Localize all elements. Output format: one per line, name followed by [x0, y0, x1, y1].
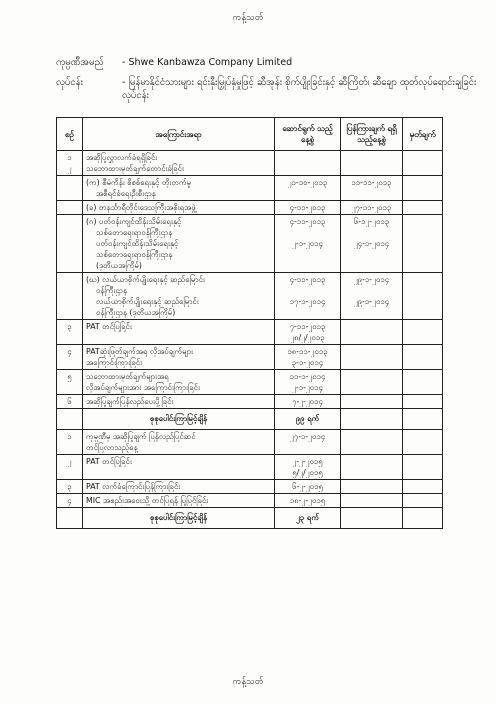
- row-submitted-date-line: ၄-၁၁-၂၀၁၃: [289, 217, 326, 226]
- row-number: [57, 395, 83, 409]
- table-row: [57, 345, 443, 370]
- row-replied-date: [341, 151, 403, 176]
- row-description-line: လယ်ယာစိုက်ပျိုးရေးနှင့် ဆည်မြောင်း: [96, 297, 199, 306]
- row-description-line: (ခ) တနင်္သာရီတိုင်းဒေသကြီးအစိုးရအဖွဲ့: [86, 203, 196, 212]
- row-remark: [403, 201, 443, 215]
- row-submitted-date-line: ၂-၁-၂၀၁၄: [292, 239, 323, 248]
- row-number-line: [60, 274, 79, 285]
- row-remark: [403, 480, 443, 494]
- row-description-line: ပတ်ဝန်းကျင်ထိန်းသိမ်းရေးနှင့်: [96, 239, 179, 248]
- row-description-line: အကြောင်းကြားခြင်း: [86, 358, 143, 367]
- row-submitted-date-line: [278, 227, 337, 238]
- row-description-line: PAT တင်ပြခြင်း: [86, 322, 132, 331]
- table-row: [57, 370, 443, 395]
- row-replied-date-line: ၂၉-၁-၂၀၁၄: [353, 275, 390, 284]
- table-row: [57, 201, 443, 215]
- total-label: စုစုပေါင်းကြာမြင့်ချိန်: [83, 508, 275, 529]
- row-description-line: (က) စီမံကိန်း စိစစ်ရေးနှင့် တိုးတက်မှု: [86, 178, 192, 187]
- row-submitted-date-line: ၁၁-၁-၂၀၁၄: [289, 372, 326, 381]
- header-description: အကြောင်းအရာ: [83, 118, 275, 151]
- business-label: လုပ်ငန်း: [56, 77, 83, 88]
- row-description-line: PAT လက်ခံကြောင်းပြန်ကြားခြင်း: [86, 482, 181, 491]
- row-submitted-date-line: ၂-၂-၂၀၁၅: [292, 457, 323, 466]
- row-submitted-date: [275, 455, 341, 480]
- table-row: [57, 480, 443, 494]
- investment-timeline-table: [56, 117, 443, 529]
- row-submitted-date: [275, 215, 341, 273]
- row-number-line: ၅: [67, 372, 72, 381]
- row-replied-date-line: ၁၁-၁၁-၂၀၁၃: [351, 178, 392, 187]
- row-replied-date: [341, 176, 403, 201]
- row-replied-date: [341, 494, 403, 508]
- row-description: [83, 370, 275, 395]
- row-number: [57, 151, 83, 176]
- row-description-line: လိုအပ်ချက်များအား အကြောင်းကြားခြင်း: [86, 383, 200, 392]
- row-replied-date-line: [344, 481, 399, 492]
- row-submitted-date: [275, 176, 341, 201]
- row-number: [57, 345, 83, 370]
- row-description-line: (ဒုတိယအကြိမ်): [96, 261, 142, 270]
- row-description-line: အဆိုပြုချက်ပြန်လည်ပေးပို့ခြင်း: [86, 397, 174, 406]
- row-description-line: သစ်တောရေးရာဝန်ကြီးဌာန: [96, 250, 173, 259]
- row-replied-date-line: ၂၄-၁-၂၀၁၄: [353, 239, 390, 248]
- row-remark: [403, 215, 443, 273]
- row-number: [57, 494, 83, 508]
- row-replied-date: [341, 273, 403, 320]
- row-number-line: ၆: [67, 397, 72, 406]
- row-replied-date: [341, 455, 403, 480]
- row-submitted-date-line: ၁၇-၁-၂၀၁၄: [289, 297, 326, 306]
- row-remark: [403, 320, 443, 345]
- classification-marking-top: ကန့်သတ်: [232, 13, 264, 23]
- row-number-line: ၂: [67, 164, 72, 173]
- row-submitted-date-line: ၄-၁၁-၂၀၁၃: [289, 275, 326, 284]
- row-submitted-date: [275, 345, 341, 370]
- row-number-line: ၃: [67, 322, 72, 331]
- row-description-line: တင်ပြလာသည့်နေ့: [86, 443, 138, 452]
- row-replied-date: [341, 320, 403, 345]
- row-submitted-date: [275, 494, 341, 508]
- classification-marking-bottom: ကန့်သတ်: [232, 677, 264, 687]
- row-replied-date-line: [344, 285, 399, 296]
- row-description-line: (ဃ) လယ်ယာစိုက်ပျိုးရေးနှင့် ဆည်မြောင်း: [86, 275, 205, 284]
- row-replied-date-line: [344, 152, 399, 163]
- row-remark: [403, 395, 443, 409]
- row-description: [83, 320, 275, 345]
- row-replied-date: [341, 480, 403, 494]
- row-number-line: ၂: [67, 457, 72, 466]
- row-submitted-date: [275, 430, 341, 455]
- row-submitted-date-line: ၇-၂-၂၀၁၄: [292, 397, 323, 406]
- row-remark: [403, 176, 443, 201]
- row-submitted-date-line: ၄-၁၁-၂၀၁၃: [289, 203, 326, 212]
- table-row: [57, 215, 443, 273]
- row-remark: [403, 345, 443, 370]
- row-remark: [403, 370, 443, 395]
- row-number: [57, 320, 83, 345]
- row-number-line: ၄: [67, 347, 72, 356]
- row-replied-date-line: ၂၇-၁၁-၂၀၁၃: [351, 203, 392, 212]
- row-submitted-date-line: ၅/၂/၂၀၁၅: [292, 468, 323, 477]
- row-description: [83, 455, 275, 480]
- row-replied-date: [341, 345, 403, 370]
- company-label: ကုမ္ပဏီအမည်: [56, 57, 104, 68]
- row-replied-date: [341, 430, 403, 455]
- row-description: [83, 345, 275, 370]
- row-description-line: ဝန်ကြီးဌာန: [96, 286, 127, 295]
- row-number-line: [60, 202, 79, 213]
- company-name: - Shwe Kanbawza Company Limited: [122, 57, 293, 68]
- row-number: [57, 480, 83, 494]
- row-replied-date-line: [344, 396, 399, 407]
- row-remark: [403, 494, 443, 508]
- row-submitted-date-line: ၂၇-၁-၂၀၁၄: [289, 432, 326, 441]
- row-submitted-date: [275, 201, 341, 215]
- company-line: [56, 56, 476, 70]
- row-description: [83, 395, 275, 409]
- total-value: ၂၃ ရက်: [275, 508, 341, 529]
- row-submitted-date: [275, 370, 341, 395]
- row-description: [83, 201, 275, 215]
- row-submitted-date-line: ၆-၂-၂၀၁၅: [292, 482, 323, 491]
- row-number-line: ၁: [67, 153, 72, 162]
- row-replied-date: [341, 215, 403, 273]
- row-description-line: သဘောထားမှတ်ချက်တောင်းခံခြင်း: [86, 164, 184, 173]
- header-no: စဉ်: [57, 118, 83, 151]
- row-description-line: PAT တင်ပြခြင်း: [86, 457, 132, 466]
- row-description-line: အစီရင်ခံရေးဦးစီးဌာန: [96, 189, 156, 198]
- row-number: [57, 455, 83, 480]
- header-remark: မှတ်ချက်: [403, 118, 443, 151]
- row-replied-date-line: [344, 495, 399, 506]
- table-row: [57, 273, 443, 320]
- table-row: [57, 151, 443, 176]
- table-row: [57, 430, 443, 455]
- row-replied-date-line: [344, 371, 399, 382]
- row-replied-date-line: [344, 321, 399, 332]
- row-number: [57, 430, 83, 455]
- row-submitted-date: [275, 395, 341, 409]
- section-one-body: [57, 151, 443, 409]
- row-description-line: သစ်တောရေးရာဝန်ကြီးဌာန: [96, 228, 173, 237]
- row-number-line: [60, 216, 79, 227]
- row-submitted-date-line: ၁၈-၁၁-၂၀၁၃: [287, 347, 328, 356]
- row-submitted-date-line: ၂၁-၁၀-၂၀၁၃: [287, 178, 328, 187]
- row-submitted-date: [275, 320, 341, 345]
- row-description-line: ဝန်ကြီးဌာန (ဒုတိယအကြိမ်): [96, 308, 176, 317]
- header-submitted-date: ဆောင်ရွက် သည့် နေ့စွဲ: [275, 118, 341, 151]
- row-replied-date-line: [344, 456, 399, 467]
- table-row: [57, 455, 443, 480]
- table-row: [57, 494, 443, 508]
- total-label: စုစုပေါင်းကြာမြင့်ချိန်: [83, 409, 275, 430]
- row-description-line: သဘောထားမှတ်ချက်များအရ: [86, 372, 169, 381]
- row-replied-date-line: ၆-၁၂-၂၀၁၃: [353, 217, 390, 226]
- total-row-section-one: [57, 409, 443, 430]
- business-description: - မြန်မာနိုင်ငံသားများ ရင်းနှီးမြှုပ်နှံမှုဖြင့် ဆီအုန်း စိုက်ပျိုးခြင်းနှင့် ဆီကြိတ်၊ ဆီချော ထုတ်လုပ်ရောင်းချခြင်းလုပ်ငန်း: [122, 77, 477, 101]
- row-replied-date: [341, 201, 403, 215]
- row-submitted-date-line: ၂၈/၂/၂၀၁၃: [290, 333, 325, 342]
- row-number: [57, 176, 83, 201]
- row-number-line: ၁: [67, 432, 72, 441]
- row-replied-date-line: [344, 346, 399, 357]
- row-submitted-date-line: ၁၈-၂-၂၀၁၅: [289, 496, 326, 505]
- header-replied-date: ပြန်ကြားချက် ရရှိသည့်နေ့စွဲ: [341, 118, 403, 151]
- row-submitted-date: [275, 480, 341, 494]
- row-number-line: [60, 177, 79, 188]
- row-description: [83, 176, 275, 201]
- table-row: [57, 395, 443, 409]
- row-description-line: ကုမ္ပဏီမှ အဆိုပြုချက် ပြန်လည်ပြင်ဆင်: [86, 432, 196, 441]
- row-number: [57, 370, 83, 395]
- row-description-line: အဆိုပြုလွှာလက်ခံရရှိခြင်း: [86, 153, 158, 162]
- row-submitted-date: [275, 273, 341, 320]
- row-remark: [403, 430, 443, 455]
- row-replied-date-line: [344, 431, 399, 442]
- row-description-line: PATဆုံးဖြတ်ချက်အရ လိုအပ်ချက်များ: [86, 347, 193, 356]
- row-remark: [403, 151, 443, 176]
- row-number: [57, 273, 83, 320]
- row-description: [83, 273, 275, 320]
- table-row: [57, 176, 443, 201]
- row-submitted-date-line: ၃-၁-၂၀၁၄: [291, 358, 324, 367]
- row-replied-date: [341, 370, 403, 395]
- row-replied-date-line: [344, 227, 399, 238]
- row-description: [83, 215, 275, 273]
- business-line: [56, 76, 476, 106]
- row-description: [83, 494, 275, 508]
- row-submitted-date-line: [278, 152, 337, 163]
- row-number-line: ၃: [67, 482, 72, 491]
- row-replied-date: [341, 395, 403, 409]
- total-row-section-two: [57, 508, 443, 529]
- row-submitted-date-line: [278, 285, 337, 296]
- row-replied-date-line: ၂၉-၁-၂၀၁၄: [353, 297, 390, 306]
- table-header-row: [57, 118, 443, 151]
- row-description: [83, 480, 275, 494]
- row-description: [83, 151, 275, 176]
- row-submitted-date-line: ၂-၁-၂၀၁၄: [292, 383, 323, 392]
- row-submitted-date: [275, 151, 341, 176]
- row-number-line: ၄: [67, 496, 72, 505]
- row-description: [83, 430, 275, 455]
- row-remark: [403, 455, 443, 480]
- row-number: [57, 201, 83, 215]
- row-description-line: (ဂ) ပတ်ဝန်းကျင်ထိန်းသိမ်းရေးနှင့်: [86, 217, 182, 226]
- section-two-body: [57, 430, 443, 508]
- table-row: [57, 320, 443, 345]
- row-remark: [403, 273, 443, 320]
- total-value: ၉၉ ရက်: [275, 409, 341, 430]
- row-number: [57, 215, 83, 273]
- row-submitted-date-line: ၇-၁၁-၂၀၁၃: [289, 322, 326, 331]
- row-description-line: MIC အစည်းအဝေးသို့ တင်ပြရန် ပြုပြင်ခြင်း: [86, 496, 209, 505]
